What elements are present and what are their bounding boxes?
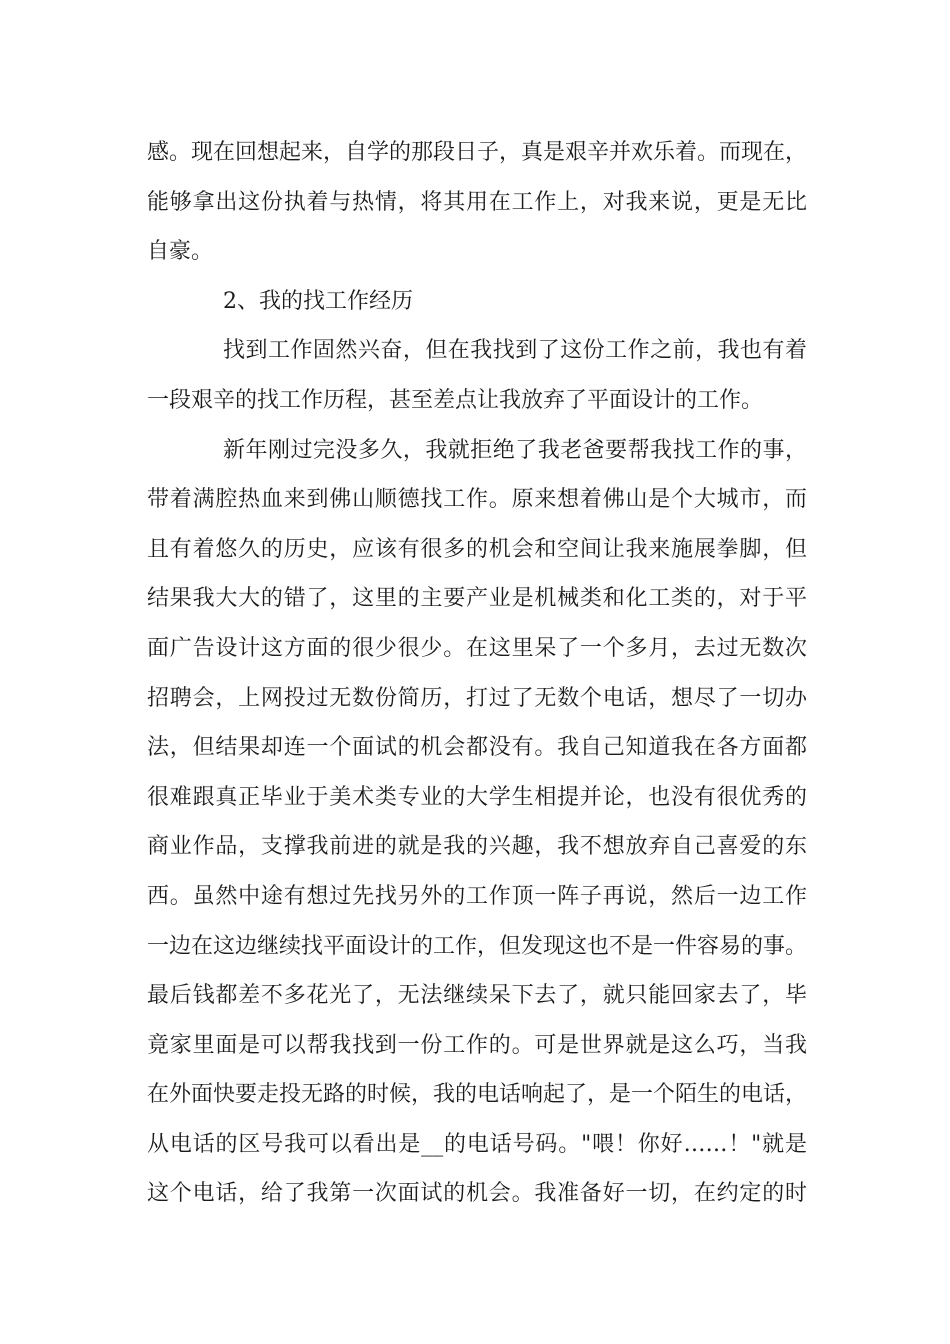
text-line: 很难跟真正毕业于美术类专业的大学生相提并论，也没有很优秀的 xyxy=(147,784,807,810)
text-line: 且有着悠久的历史，应该有很多的机会和空间让我来施展拳脚，但 xyxy=(147,536,807,562)
text-line: 法，但结果却连一个面试的机会都没有。我自己知道我在各方面都 xyxy=(147,735,807,761)
text-line: 招聘会，上网投过无数份简历，打过了无数个电话，想尽了一切办 xyxy=(147,685,807,711)
section-heading: 2、我的找工作经历 xyxy=(223,288,413,314)
text-line: 一段艰辛的找工作历程，甚至差点让我放弃了平面设计的工作。 xyxy=(147,387,764,413)
text-line: 最后钱都差不多花光了，无法继续呆下去了，就只能回家去了，毕 xyxy=(147,983,807,1009)
document-body xyxy=(147,128,807,1219)
text-line: 感。现在回想起来，自学的那段日子，真是艰辛并欢乐着。而现在， xyxy=(147,140,808,165)
text-line: 结果我大大的错了，这里的主要产业是机械类和化工类的，对于平 xyxy=(147,586,807,612)
text-line: 自豪。 xyxy=(147,239,214,265)
text-line: 在外面快要走投无路的时候，我的电话响起了，是一个陌生的电话， xyxy=(147,1082,808,1108)
text-line: 一边在这边继续找平面设计的工作，但发现这也不是一件容易的事。 xyxy=(147,933,808,959)
text-line: 西。虽然中途有想过先找另外的工作顶一阵子再说，然后一边工作 xyxy=(147,883,807,909)
text-line: 新年刚过完没多久，我就拒绝了我老爸要帮我找工作的事， xyxy=(223,437,807,463)
text-line: 带着满腔热血来到佛山顺德找工作。原来想着佛山是个大城市，而 xyxy=(147,487,807,513)
text-line: 这个电话，给了我第一次面试的机会。我准备好一切，在约定的时 xyxy=(147,1181,807,1207)
text-line: 面广告设计这方面的很少很少。在这里呆了一个多月，去过无数次 xyxy=(147,635,807,661)
text-line: 从电话的区号我可以看出是__的电话号码。"喂！你好……！"就是 xyxy=(147,1131,807,1157)
text-line: 商业作品，支撑我前进的就是我的兴趣，我不想放弃自己喜爱的东 xyxy=(147,834,807,860)
text-line: 能够拿出这份执着与热情，将其用在工作上，对我来说，更是无比 xyxy=(147,189,807,215)
text-line: 找到工作固然兴奋，但在我找到了这份工作之前，我也有着 xyxy=(223,338,807,364)
text-line: 竟家里面是可以帮我找到一份工作的。可是世界就是这么巧，当我 xyxy=(147,1032,807,1058)
